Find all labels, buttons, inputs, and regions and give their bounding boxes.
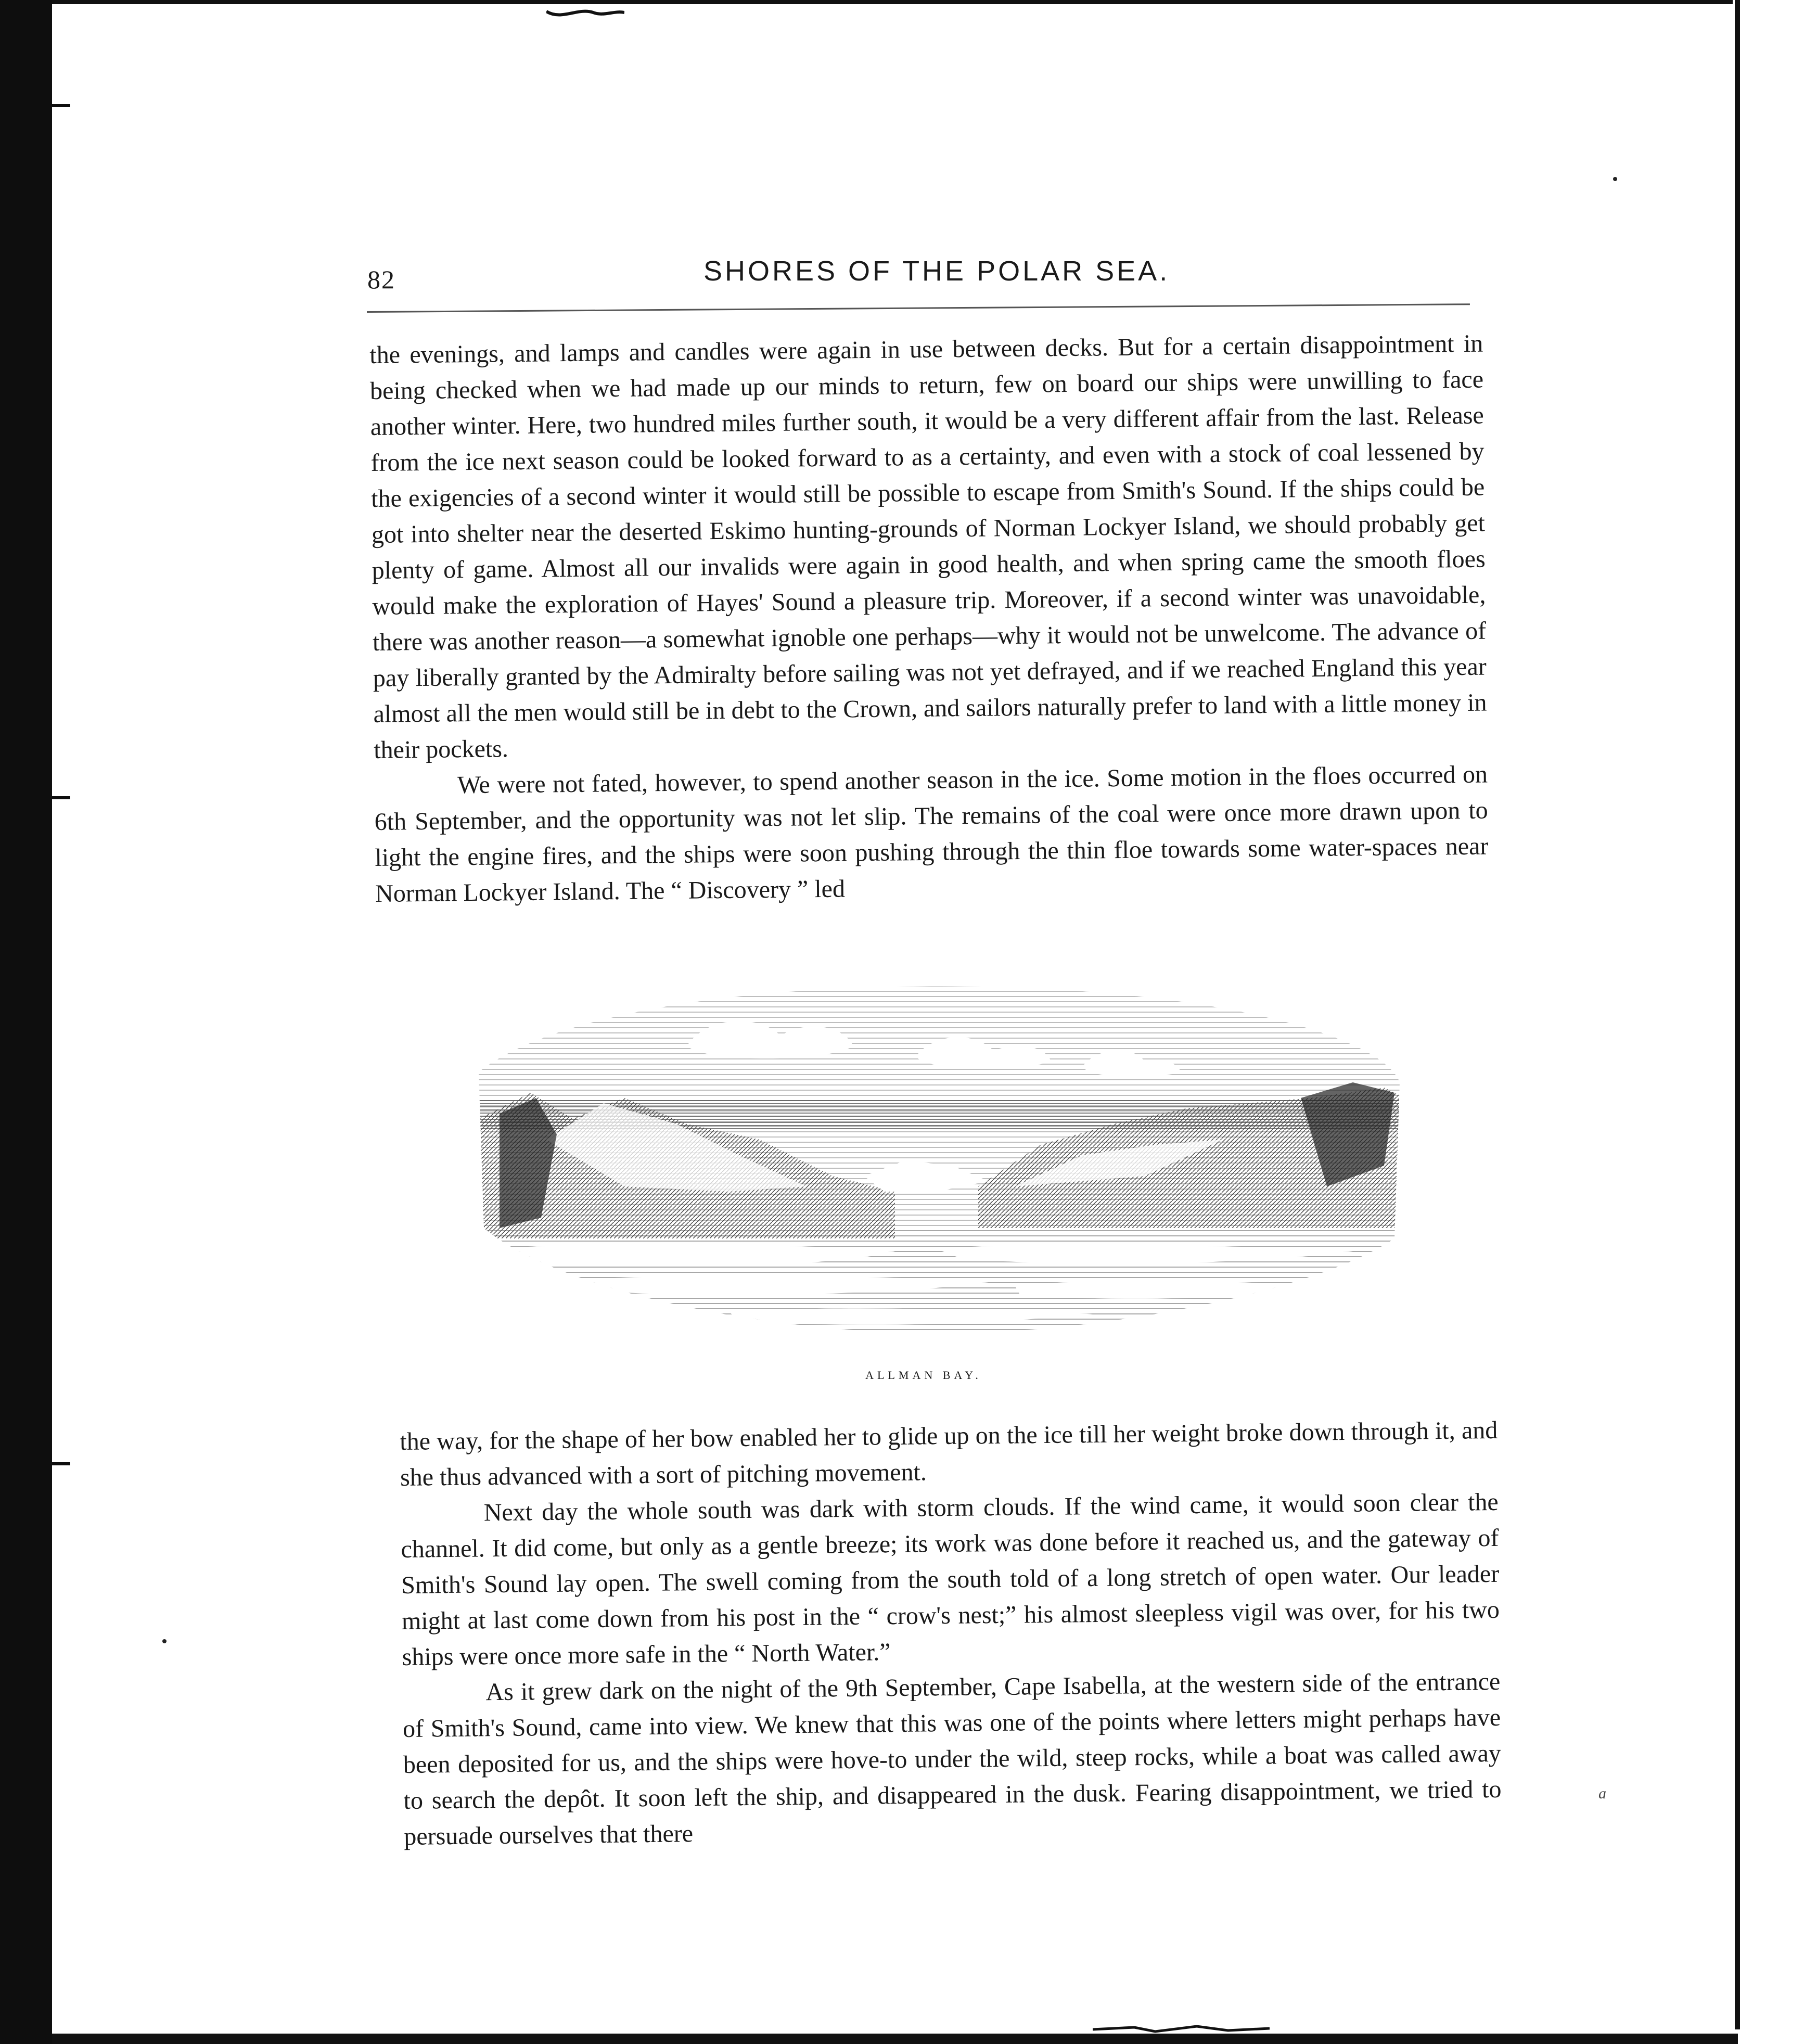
body-text-top	[369, 326, 1489, 912]
body-text-bottom	[400, 1412, 1502, 1855]
scan-notch	[49, 796, 70, 799]
paragraph: the evenings, and lamps and candles were again in use between decks. But for a certain disappointment in being checked when we had made up our minds to return, few on board our ships were unwilling to face another winter. Here, two hundred miles further south, it would be a very different affair from the last. Release from the ice next season could be looked forward to as a certainty, and even with a stock of coal lessened by the exigencies of a second winter it would still be possible to escape from Smith's Sound. If the ships could be got into shelter near the deserted Eskimo hunting-grounds of Norman Lockyer Island, we should probably get plenty of game. Almost all our invalids were again in good health, and when spring came the smooth floes would make the exploration of Hayes' Sound a pleasure trip. Moreover, if a second winter was unavoidable, there was another reason—a somewhat ignoble one perhaps—why it would not be unwelcome. The advance of pay liberally granted by the Admiralty before sailing was not yet defrayed, and if we reached England this year almost all the men would still be in debt to the Crown, and sailors naturally prefer to land with a little money in their pockets.	[369, 329, 1487, 764]
scan-notch	[49, 1462, 70, 1465]
running-head: SHORES OF THE POLAR SEA.	[703, 256, 1170, 287]
scan-speck	[1613, 177, 1617, 181]
scan-notch	[49, 104, 70, 107]
allman-bay-illustration	[468, 968, 1405, 1343]
scan-mark-top	[546, 5, 624, 21]
paragraph: As it grew dark on the night of the 9th September, Cape Isabella, at the western side of the entrance of Smith's Sound, came into view. We knew that this was one of the points where letters might perhaps have been deposited for us, and the ships were hove-to under the wild, steep rocks, while a boat was called away to search the depôt. It soon left the ship, and disappeared in the dusk. Fearing disappointment, we tried to persuade ourselves that there	[402, 1667, 1502, 1850]
illustration-caption: ALLMAN BAY.	[865, 1369, 982, 1382]
scan-speck	[162, 1639, 167, 1643]
scan-mark-bottom	[1093, 2018, 1270, 2034]
paragraph: the way, for the shape of her bow enabled her to glide up on the ice till her weight broke down through it, and she thus advanced with a sort of pitching movement.	[400, 1416, 1498, 1491]
paragraph: Next day the whole south was dark with storm clouds. If the wind came, it would soon clear the channel. It did come, but only as a gentle breeze; its work was done before it reached us, and the gateway of Smith's Sound lay open. The swell coming from the south told of a long stretch of open water. Our leader might at last come down from his post in the “ crow's nest;” his almost sleepless vigil was over, for his two ships were once more safe in the “ North Water.”	[401, 1488, 1500, 1671]
scan-border-right	[1735, 0, 1740, 2029]
header-rule	[367, 303, 1470, 313]
page-number: 82	[367, 265, 395, 294]
scan-border-left	[0, 0, 52, 2044]
scan-border-top	[52, 0, 1733, 4]
scan-border-bottom	[52, 2034, 1738, 2044]
margin-mark: a	[1598, 1785, 1606, 1802]
paragraph: We were not fated, however, to spend another season in the ice. Some motion in the floes occurred on 6th September, and the opportunity was not let slip. The remains of the coal were once more drawn upon to light the engine fires, and the ships were soon pushing through the thin floe towards some water-spaces near Norman Lockyer Island. The “ Discovery ” led	[374, 760, 1489, 908]
